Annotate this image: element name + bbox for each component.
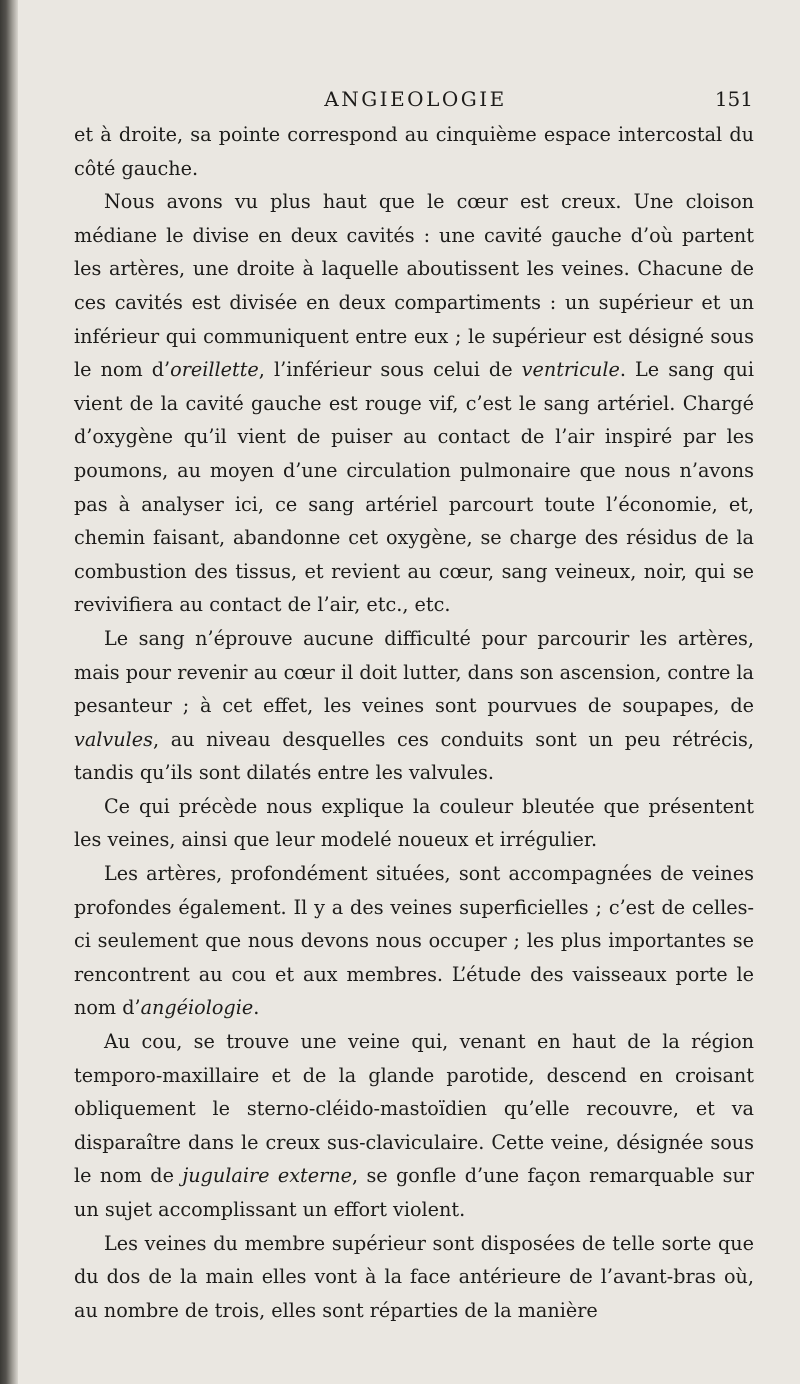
term-ventricule: ventricule: [521, 358, 620, 382]
paragraph-2-text-a: Nous avons vu plus haut que le cœur est creux. Une cloison médiane le divise en deux cavités : une cavité gauche d’où partent les artères, une droite à laquelle aboutissent les veines. Chacune de ces cavités est divisée en deux compartiments : un supérieur et un inférieur qui communiquent entre eux ; le supérieur est désigné sous le nom d’: [74, 190, 754, 382]
paragraph-2: [74, 185, 754, 622]
body-text: [74, 118, 754, 1327]
paragraph-6-text-a: Au cou, se trouve une veine qui, venant en haut de la région temporo-maxillaire et de la glande parotide, descend en croisant obliquement le sterno-cléido-mastoïdien qu’elle recouvre, et va disparaître dans le creux sus-claviculaire. Cette veine, désignée sous le nom de: [74, 1030, 754, 1188]
paragraph-3-text-a: Le sang n’éprouve aucune difficulté pour parcourir les artères, mais pour revenir au cœur il doit lutter, dans son ascension, contre la pesanteur ; à cet effet, les veines sont pourvues de soupapes, de: [74, 626, 754, 718]
book-binding-edge: [0, 0, 18, 1384]
paragraph-2-text-c: . Le sang qui vient de la cavité gauche est rouge vif, c’est le sang artériel. Chargé d’oxygène qu’il vient de puiser au contact de l’air inspiré par les poumons, au moyen d’une circulation pulmonaire que nous n’avons pas à analyser ici, ce sang artériel parcourt toute l’économie, et, chemin faisant, abandonne cet oxygène, se charge des résidus de la combustion des tissus, et revient au cœur, sang veineux, noir, qui se revivifiera au contact de l’air, etc., etc.: [74, 358, 754, 617]
book-page: [18, 0, 800, 1384]
paragraph-3: [74, 622, 754, 790]
paragraph-4: Ce qui précède nous explique la couleur bleutée que présentent les veines, ainsi que leur modelé noueux et irrégulier.: [74, 794, 754, 852]
term-jugulaire-externe: jugulaire externe: [182, 1164, 352, 1188]
term-angeiologie: angéiologie: [140, 996, 254, 1020]
paragraph-3-text-b: , au niveau desquelles ces conduits sont un peu rétrécis, tandis qu’ils sont dilatés entre les valvules.: [74, 727, 754, 785]
paragraph-6-text-b: , se gonfle d’une façon remarquable sur un sujet accomplissant un effort violent.: [74, 1164, 754, 1221]
paragraph-7: Les veines du membre supérieur sont disposées de telle sorte que du dos de la main elles vont à la face antérieure de l’avant-bras où, au nombre de trois, elles sont réparties de la manière: [74, 1231, 754, 1322]
paragraph-5-text-b: .: [253, 996, 260, 1020]
term-valvules: valvules: [74, 727, 153, 751]
running-head: [78, 84, 753, 114]
paragraph-5-text-a: Les artères, profondément situées, sont accompagnées de veines profondes également. Il y a des veines superficielles ; c’est de celles-ci seulement que nous devons nous occuper ; les plus importantes se rencontrent au cou et aux membres. L’étude des vaisseaux porte le nom d’: [74, 862, 754, 1020]
running-head-title: ANGIEOLOGIE: [324, 87, 507, 111]
paragraph-2-text-b: , l’inférieur sous celui de: [258, 358, 522, 382]
page-number: 151: [714, 87, 753, 111]
paragraph-1: et à droite, sa pointe correspond au cinquième espace intercostal du côté gauche.: [74, 123, 754, 180]
paragraph-5: [74, 857, 754, 1025]
paragraph-6: [74, 1025, 754, 1227]
term-oreillette: oreillette: [170, 358, 259, 382]
